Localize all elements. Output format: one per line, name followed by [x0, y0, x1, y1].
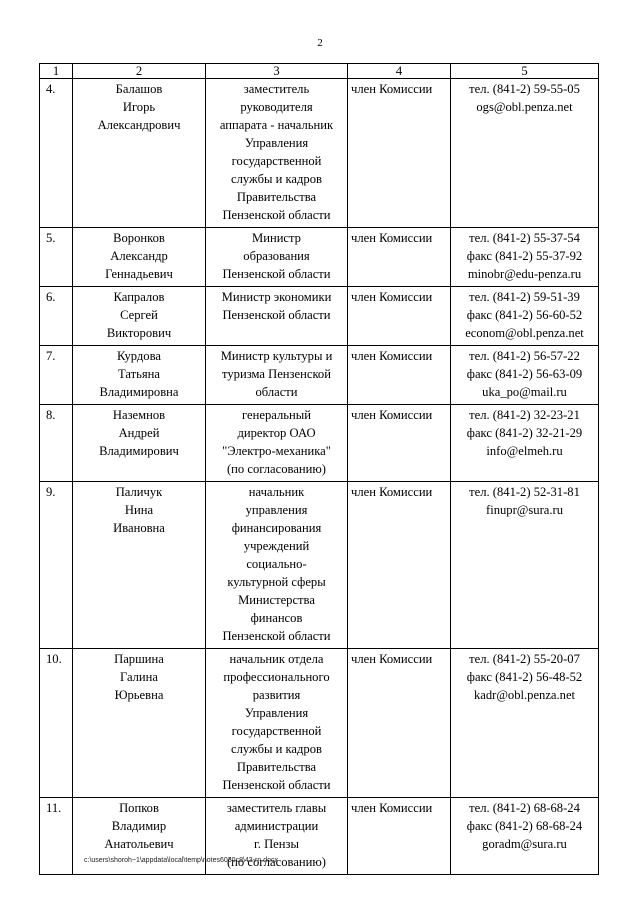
member-position-cell: [206, 482, 348, 649]
row-number-cell: 5.: [40, 228, 73, 287]
table-row: [40, 228, 599, 287]
member-name-cell: [73, 346, 206, 405]
member-position-line: финансов: [250, 611, 303, 625]
member-position-line: туризма Пензенской: [222, 367, 331, 381]
member-position-line: аппарата - начальник: [219, 118, 334, 132]
member-contact-line: факс (841-2) 56-48-52: [466, 670, 583, 684]
member-role-cell: член Комиссии: [348, 287, 451, 346]
member-contact-line: econom@obl.penza.net: [465, 326, 584, 340]
member-position-line: заместитель главы: [226, 801, 327, 815]
member-contacts-cell: [451, 79, 599, 228]
table-row: [40, 649, 599, 798]
member-contacts-cell: [451, 649, 599, 798]
row-number-cell: 4.: [40, 79, 73, 228]
member-name-cell: [73, 405, 206, 482]
member-position-line: Министр: [252, 231, 301, 245]
member-position-line: (по согласованию): [226, 462, 326, 476]
member-contact-line: тел. (841-2) 52-31-81: [469, 485, 580, 499]
member-role-cell: член Комиссии: [348, 346, 451, 405]
member-name-line: Нина: [124, 503, 154, 517]
member-contact-line: тел. (841-2) 59-55-05: [469, 82, 580, 96]
row-number-cell: 11.: [40, 798, 73, 875]
member-name-line: Капралов: [113, 290, 165, 304]
row-number-cell: 9.: [40, 482, 73, 649]
member-position-line: г. Пензы: [254, 837, 299, 851]
member-role-cell: член Комиссии: [348, 482, 451, 649]
member-position-line: службы и кадров: [231, 742, 322, 756]
member-name-line: Геннадьевич: [105, 267, 173, 281]
table-row: [40, 79, 599, 228]
member-position-line: директор ОАО: [237, 426, 316, 440]
member-position-line: учреждений: [243, 539, 310, 553]
member-position-cell: [206, 79, 348, 228]
member-position-line: управления: [245, 503, 308, 517]
member-name-line: Татьяна: [117, 367, 160, 381]
member-contacts-cell: [451, 405, 599, 482]
member-position-line: администрации: [234, 819, 319, 833]
member-name-line: Владимировна: [99, 385, 179, 399]
member-position-line: Министр культуры и: [220, 349, 333, 363]
member-position-cell: [206, 287, 348, 346]
member-name-line: Галина: [119, 670, 159, 684]
member-name-line: Анатольевич: [104, 837, 174, 851]
member-position-line: "Электро-механика": [222, 444, 331, 458]
member-name-line: Александр: [110, 249, 168, 263]
member-role-cell: член Комиссии: [348, 649, 451, 798]
member-name-line: Андрей: [118, 426, 160, 440]
member-position-cell: [206, 228, 348, 287]
member-name-line: Наземнов: [112, 408, 166, 422]
table-row: [40, 287, 599, 346]
table-row: [40, 346, 599, 405]
row-number-cell: 7.: [40, 346, 73, 405]
member-position-line: заместитель: [243, 82, 310, 96]
header-cell-4: 4: [348, 64, 451, 79]
member-position-line: начальник отдела: [229, 652, 324, 666]
table-row: [40, 482, 599, 649]
member-name-line: Владимирович: [99, 444, 179, 458]
member-position-line: Пензенской области: [222, 778, 331, 792]
member-position-line: развития: [252, 688, 301, 702]
member-contact-line: ogs@obl.penza.net: [476, 100, 573, 114]
member-name-line: Владимир: [111, 819, 167, 833]
member-contact-line: kadr@obl.penza.net: [473, 688, 576, 702]
member-position-line: области: [255, 385, 298, 399]
member-contact-line: тел. (841-2) 32-23-21: [469, 408, 580, 422]
member-name-cell: [73, 79, 206, 228]
member-name-cell: [73, 228, 206, 287]
member-name-line: Попков: [119, 801, 159, 815]
member-contact-line: info@elmeh.ru: [486, 444, 563, 458]
member-name-line: Воронков: [113, 231, 165, 245]
member-name-line: Юрьевна: [114, 688, 164, 702]
member-position-line: социально-: [246, 557, 307, 571]
header-cell-1: 1: [40, 64, 73, 79]
member-name-cell: [73, 649, 206, 798]
member-name-line: Игорь: [122, 100, 156, 114]
member-position-line: образования: [243, 249, 310, 263]
member-role-cell: член Комиссии: [348, 79, 451, 228]
member-contact-line: факс (841-2) 32-21-29: [466, 426, 583, 440]
member-contacts-cell: [451, 798, 599, 875]
member-position-line: государственной: [231, 724, 322, 738]
member-contact-line: тел. (841-2) 59-51-39: [469, 290, 580, 304]
commission-members-table: [39, 63, 599, 875]
member-name-line: Паршина: [114, 652, 164, 666]
member-position-line: культурной сферы: [227, 575, 326, 589]
member-contacts-cell: [451, 346, 599, 405]
member-position-line: генеральный: [242, 408, 311, 422]
member-position-line: Управления: [244, 706, 309, 720]
page-number: 2: [317, 37, 323, 49]
member-contact-line: факс (841-2) 55-37-92: [466, 249, 583, 263]
member-contact-line: факс (841-2) 68-68-24: [466, 819, 583, 833]
member-name-line: Александрович: [97, 118, 181, 132]
member-name-line: Ивановна: [113, 521, 165, 535]
document-file-path: c:\users\shoroh~1\appdata\local\temp\notes6030c8\43-rn.docx: [84, 857, 278, 864]
row-number-cell: 10.: [40, 649, 73, 798]
member-position-line: Пензенской области: [222, 208, 331, 222]
member-role-cell: член Комиссии: [348, 228, 451, 287]
member-contact-line: факс (841-2) 56-63-09: [466, 367, 583, 381]
member-contact-line: тел. (841-2) 55-37-54: [469, 231, 580, 245]
member-position-line: государственной: [231, 154, 322, 168]
member-contact-line: факс (841-2) 56-60-52: [466, 308, 583, 322]
member-position-line: службы и кадров: [231, 172, 322, 186]
header-cell-5: 5: [451, 64, 599, 79]
member-contact-line: minobr@edu-penza.ru: [467, 267, 582, 281]
member-name-line: Курдова: [117, 349, 161, 363]
row-number-cell: 6.: [40, 287, 73, 346]
member-position-line: Пензенской области: [222, 267, 331, 281]
row-number-cell: 8.: [40, 405, 73, 482]
header-cell-3: 3: [206, 64, 348, 79]
member-position-line: Правительства: [236, 760, 317, 774]
header-cell-2: 2: [73, 64, 206, 79]
member-contacts-cell: [451, 287, 599, 346]
member-name-line: Паличук: [115, 485, 163, 499]
member-contact-line: тел. (841-2) 56-57-22: [469, 349, 580, 363]
member-position-line: Министр экономики: [221, 290, 332, 304]
member-name-cell: [73, 287, 206, 346]
member-name-cell: [73, 482, 206, 649]
member-position-line: профессионального: [223, 670, 330, 684]
member-role-cell: член Комиссии: [348, 405, 451, 482]
member-position-line: Пензенской области: [222, 308, 331, 322]
member-position-line: начальник: [248, 485, 305, 499]
member-position-line: Пензенской области: [222, 629, 331, 643]
member-contact-line: finupr@sura.ru: [486, 503, 563, 517]
table-header-row: [40, 64, 599, 79]
member-position-line: руководителя: [240, 100, 313, 114]
member-name-line: Балашов: [115, 82, 163, 96]
member-position-cell: [206, 346, 348, 405]
member-contact-line: uka_po@mail.ru: [482, 385, 567, 399]
member-contact-line: тел. (841-2) 55-20-07: [469, 652, 580, 666]
member-name-line: Сергей: [120, 308, 158, 322]
member-contact-line: goradm@sura.ru: [482, 837, 567, 851]
member-name-line: Викторович: [106, 326, 172, 340]
member-position-line: Управления: [244, 136, 309, 150]
member-position-cell: [206, 649, 348, 798]
member-position-line: (по согласованию): [226, 855, 326, 869]
member-position-cell: [206, 405, 348, 482]
member-contact-line: тел. (841-2) 68-68-24: [469, 801, 580, 815]
member-position-line: Министерства: [238, 593, 315, 607]
member-contacts-cell: [451, 228, 599, 287]
member-position-line: финансирования: [231, 521, 322, 535]
member-contacts-cell: [451, 482, 599, 649]
member-position-line: Правительства: [236, 190, 317, 204]
table-row: [40, 405, 599, 482]
member-role-cell: член Комиссии: [348, 798, 451, 875]
